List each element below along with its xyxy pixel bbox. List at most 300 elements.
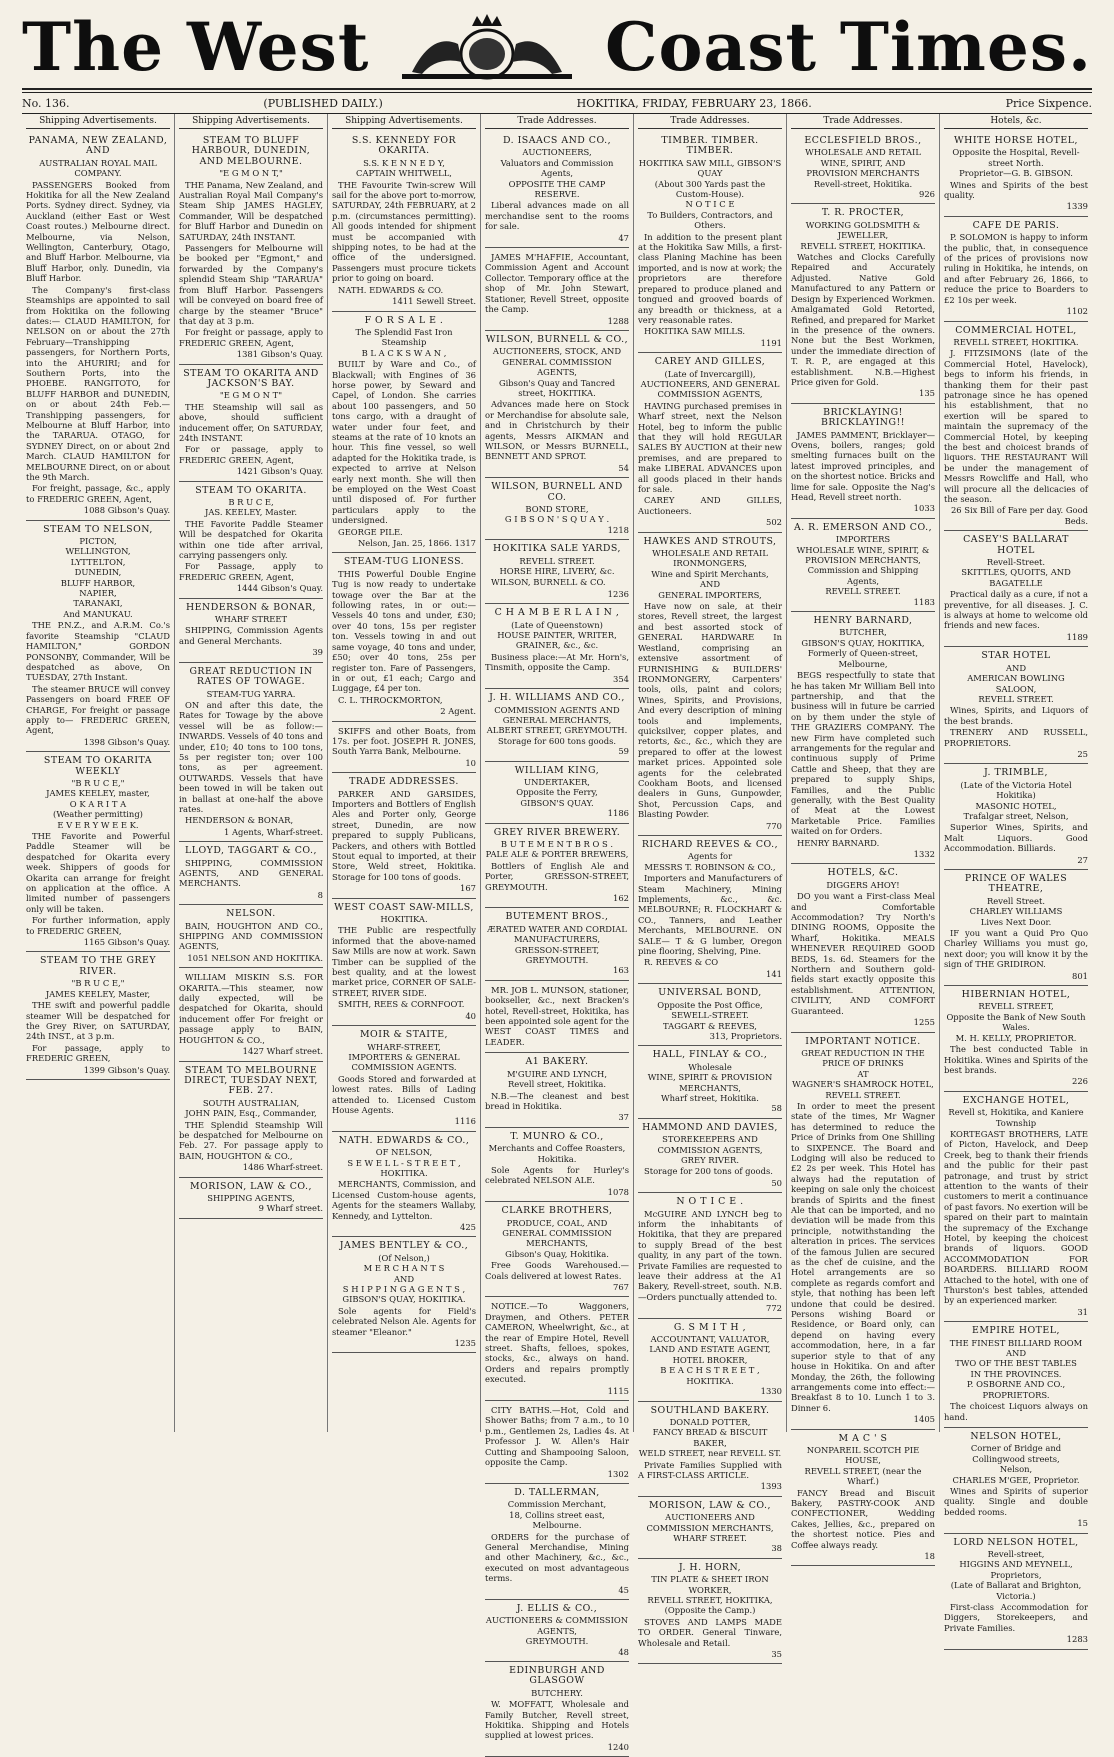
advertisement-line: (Late of Ballarat and Brighton, Victoria.) [950, 1580, 1082, 1601]
advertisement [179, 482, 323, 599]
advertisement [791, 204, 935, 403]
advertisement-footer: 1189 [1066, 631, 1088, 642]
advertisement-body: Bottlers of English Ale and Porter, GRESSON-STREET, GREYMOUTH. [485, 860, 629, 892]
advertisement-line: Proprietors, [990, 1569, 1042, 1580]
advertisement-body: JAMES PAMMENT, Bricklayer—Ovens, boilers, ranges; gold smelting furnaces built on the latest improved principles, and on the shortest notice. Bricks and lime for sale. Opposite the Nag's Head, Revell street north. [791, 429, 935, 502]
advertisement-body: MR. JOB L. MUNSON, stationer, bookseller, &c., next Bracken's hotel, Revell-street, Hokitika, has been appointed sole agent for the WEST COAST TIMES and LEADER. [485, 984, 629, 1047]
advertisement-heading: CAREY AND GILLES, [654, 356, 766, 368]
advertisement-line: JAS. KEELEY, Master. [204, 507, 298, 518]
advertisement-body: Business place:—At Mr. Horn's, Tinsmith, opposite the Camp. [485, 651, 629, 673]
advertisement-footer: 38 [771, 1543, 782, 1554]
advertisement-footer: 141 [766, 968, 782, 979]
advertisement-body: SKIFFS and other Boats, from 17s. per foot. JOSEPH R. JONES, South Yarra Bank, Melbourne. [332, 725, 476, 757]
advertisement [944, 764, 1088, 870]
advertisement-heading: WILSON, BURNELL AND CO. [491, 481, 623, 503]
advertisement-heading: MORISON, LAW & CO., [648, 1499, 772, 1511]
advertisement [26, 132, 170, 521]
advertisement-body: NOTICE.—To Waggoners, Draymen, and Others. PETER CAMERON, Wheelwright, &c., at the rear of Empire Hotel, Revell street. Shafts, felloes, spokes, stocks, &c., always on hand. Orders and repairs promptly executed. [485, 1301, 629, 1385]
advertisement-body: For freight, passage, &c., apply to FREDERIC GREEN, Agent, [26, 483, 170, 504]
advertisement-body: SHIPPING, Commission Agents and General Merchants. [179, 625, 323, 646]
advertisement-body: For freight or passage, apply to FREDERIC GREEN, Agent, [179, 327, 323, 348]
advertisement-line: REVELL STREET. [978, 693, 1054, 704]
advertisement-line: PROVISION MERCHANTS [806, 168, 920, 179]
advertisement-line: CHARLEY WILLIAMS [969, 906, 1063, 917]
column-heading: Shipping Advertisements. [179, 114, 323, 129]
advertisement-body: WILSON, BURNELL & CO. [491, 577, 606, 588]
column-5 [634, 114, 787, 1660]
advertisement-footer: 313, Proprietors. [709, 1030, 782, 1041]
advertisement-line: WINE, SPIRIT, AND [820, 157, 906, 168]
advertisement-body: Wines and Spirits of the best quality. [944, 179, 1088, 201]
advertisement-line: HIGGINS AND MEYNELL, [959, 1559, 1073, 1570]
advertisement-footer: 1332 [913, 849, 935, 859]
advertisement [179, 132, 323, 365]
advertisement-line: Gibson's Quay, Hokitika. [505, 1248, 609, 1259]
advertisement [638, 1193, 782, 1318]
advertisement [485, 540, 629, 604]
advertisement-line: B U T E M E N T B R O S . [500, 838, 614, 849]
advertisement-body: ORDERS for the purchase of General Merchandise, Mining and other Machinery, &c., &c., executed on most advantageous terms. [485, 1531, 629, 1584]
advertisement-body: Watches and Clocks Carefully Repaired and Accurately Adjusted. Native Gold Manufactured to any Pattern or Design by Experienced Workmen. Amalgamated Gold Retorted, Refined, and prepared for Market in the presence of the owners. None but the Best Workmen, under the immediate direction of T. R. P., are engaged at this establishment. N.B.—Highest Price given for Gold. [791, 252, 935, 387]
issue-price: Price Sixpence. [1005, 97, 1092, 110]
advertisement-body: C. L. THROCKMORTON, [338, 694, 443, 705]
advertisement-line: TARANAKI, [73, 598, 123, 609]
advertisement-body: Storage for 200 tons of goods. [644, 1166, 773, 1177]
advertisement-heading: GREY RIVER BREWERY. [493, 826, 621, 838]
advertisement-heading: S.S. KENNEDY FOR OKARITA. [351, 135, 457, 157]
advertisement-heading: NELSON HOTEL, [970, 1430, 1062, 1442]
advertisement-line: REVELL STREET, [978, 1001, 1054, 1012]
advertisement-footer: Nelson, Jan. 25, 1866. 1317 [357, 538, 476, 549]
advertisement-footer: 40 [465, 1010, 476, 1021]
advertisement [791, 404, 935, 519]
advertisement-line: REVELL STREET, (near the Wharf.) [804, 1465, 922, 1487]
advertisement-line: M'GUIRE AND LYNCH, [506, 1068, 608, 1079]
advertisement-line: WINE, SPIRIT & PROVISION MERCHANTS, [647, 1072, 773, 1093]
advertisement-line: GREYMOUTH. [525, 1636, 589, 1647]
advertisement [791, 864, 935, 1032]
advertisement-line: PALE ALE & PORTER BREWERS, [485, 849, 629, 860]
advertisement-line: (Late of Invercargill), [664, 368, 756, 379]
advertisement-heading: HOTELS, &C. [827, 867, 899, 879]
advertisement-body: Importers and Manufacturers of Steam Machinery, Mining Implements, &c., &c. MELBOURNE; R. FLOCKHART & CO., Tanners, and Leather Merchants, MELBOURNE. ON SALE— T & G lumber, Oregon pine flooring, Shelving, Pine. [638, 873, 782, 957]
advertisement-footer: 162 [613, 893, 629, 903]
advertisement-line: Wharf street, Hokitika. [661, 1092, 759, 1103]
advertisement [485, 1484, 629, 1600]
advertisement-heading: LLOYD, TAGGART & CO., [185, 845, 317, 857]
advertisement [179, 968, 323, 1061]
advertisement-line: Commission Merchant, [507, 1499, 607, 1510]
advertisement [485, 1202, 629, 1297]
advertisement [638, 984, 782, 1046]
masthead-word-1: The [22, 8, 165, 86]
advertisement-footer: 1116 [454, 1116, 476, 1127]
advertisement [485, 604, 629, 689]
advertisement-footer: 35 [771, 1649, 782, 1660]
advertisement-heading: F O R S A L E . [364, 314, 444, 326]
advertisement-line: REVELL STREET. [519, 555, 595, 566]
advertisement-line: WAGNER'S SHAMROCK HOTEL, [792, 1079, 934, 1090]
advertisement-footer: 1191 [760, 337, 782, 348]
advertisement [485, 1600, 629, 1662]
advertisement-heading: STEAM TO THE GREY RIVER. [39, 955, 157, 977]
advertisement-line: GIBSON'S QUAY, HOKITIKA. [342, 1294, 466, 1305]
advertisement-body: NATH. EDWARDS & CO. [338, 284, 444, 295]
advertisement-line: REVELL STREET. [825, 1089, 901, 1100]
advertisement-footer: 59 [618, 746, 629, 757]
advertisement-body: SMITH, REES & CORNFOOT. [338, 999, 465, 1010]
advertisement-body: THIS Powerful Double Engine Tug is now ready to undertake towage over the Bar at the following rates, in or out:— Vessels 40 tons and under, £30; over 40 tons, 15s per register ton. Vessels towing in and out same voyage, 40 tons and under, £50; over 40 tons, 25s per register ton. Fare of Passengers, in or out, £1 each; Cargo and Luggage, £4 per ton. [332, 568, 476, 694]
advertisement-line: E V E R Y W E E K. [57, 819, 139, 830]
advertisement-heading: UNIVERSAL BOND, [658, 987, 762, 999]
advertisement-footer: 226 [1072, 1076, 1088, 1087]
advertisement-line: Proprietor—G. B. GIBSON. [959, 168, 1073, 179]
masthead-word-4: Times. [839, 8, 1092, 86]
advertisement-heading: STAR HOTEL [981, 650, 1051, 662]
advertisement [332, 553, 476, 721]
advertisement-heading: STEAM TO MELBOURNE DIRECT, TUESDAY NEXT, FEB. 27. [184, 1064, 318, 1097]
advertisement-body: For Passage, apply to FREDERIC GREEN, Agent, [179, 561, 323, 582]
advertisement-line: NONPAREIL SCOTCH PIE HOUSE, [806, 1444, 920, 1466]
advertisement-footer: 801 [1072, 970, 1088, 981]
advertisement-heading: WILSON, BURNELL & CO., [485, 333, 629, 345]
advertisement-footer: 10 [465, 757, 476, 768]
advertisement-footer: 167 [460, 883, 476, 894]
advertisement-line: JOHN PAIN, Esq., Commander, [185, 1108, 317, 1119]
advertisement [485, 1401, 629, 1484]
advertisement-footer: 1421 Gibson's Quay. [236, 466, 323, 477]
advertisement-heading: HENDERSON & BONAR, [185, 601, 317, 613]
advertisement-footer: 15 [1077, 1518, 1088, 1529]
advertisement-body: PASSENGERS Booked from Hokitika for all the New Zealand Ports. Sydney direct. Sydney, via Auckland (either East or West Coast routes.) Melbourne direct. Melbourne, via Nelson, Wellington, Canterbury, Otago, and Bluff Harbor. Melbourne, via Bluff Harbor, only. Dunedin, via Bluff Harbor. [26, 179, 170, 284]
advertisement-line: REVELL STREET, HOKITIKA. [953, 336, 1079, 347]
advertisement [944, 647, 1088, 764]
advertisement-body: IF you want a Quid Pro Quo Charley Williams you must go, next door; you will know it by the sign of THE GRIDIRON. [944, 928, 1088, 970]
advertisement-line: WHARF STREET. [673, 1532, 747, 1543]
advertisement-line: WELD STREET, near REVELL ST. [638, 1448, 782, 1459]
advertisement-line: SHIPPING AGENTS, [207, 1192, 295, 1203]
advertisement-heading: WEST COAST SAW-MILLS, [334, 901, 474, 913]
advertisement-footer: 39 [312, 647, 323, 658]
advertisement-body: The Company's first-class Steamships are appointed to sail from Hokitika on the following dates:— CLAUD HAMILTON, for NELSON on or about the 27th February—Transhipping passengers, for Northern Ports, into the AHURIRI; and for Southern Ports, into the PHOEBE. RANGITOTO, for BLUFF HARBOR and DUNEDIN, on or about 24th Feb.—Transhipping passengers, for Melbourne at Bluff Harbor, into the TARARUA. OTAGO, for SYDNEY Direct, on or about 2nd March. CLAUD HAMILTON for MELBOURNE Direct, on or about the 9th March. [26, 284, 170, 482]
advertisement [638, 1119, 782, 1193]
advertisement-heading: BRICKLAYING! BRICKLAYING!! [820, 406, 906, 429]
advertisement-body: Wines and Spirits of superior quality. Single and double bedded rooms. [944, 1485, 1088, 1517]
advertisement [791, 1033, 935, 1430]
advertisement [791, 1430, 935, 1567]
advertisement-body: Passengers for Melbourne will be booked per "Egmont," and forwarded by the Company's splendid Steam Ship "TARARUA" from Bluff Harbor. Passengers will be conveyed on board free of charge by the steamer "Bruce" that day at 3 p.m. [179, 243, 323, 326]
advertisement-line: WHARF STREET [214, 614, 288, 625]
column-heading: Trade Addresses. [485, 114, 629, 129]
advertisement-line: DONALD POTTER, [669, 1416, 751, 1427]
advertisement-line: AUCTIONEERS, AND GENERAL COMMISSION AGENTS, [640, 378, 780, 400]
advertisement-heading: LORD NELSON HOTEL, [953, 1536, 1079, 1548]
advertisement-line: (Weather permitting) [53, 809, 143, 820]
advertisement-line: AUSTRALIAN ROYAL MAIL [39, 157, 157, 168]
advertisement-heading: BUTEMENT BROS., [505, 911, 609, 923]
advertisement-line: HOKITIKA. [686, 1375, 734, 1386]
advertisement [791, 132, 935, 204]
advertisement-line: M. H. KELLY, PROPRIETOR. [955, 1032, 1077, 1043]
advertisement-body: HOKITIKA SAW MILLS. [644, 326, 746, 337]
advertisement-line: WORKING GOLDSMITH & JEWELLER, [805, 219, 921, 241]
advertisement-line: (Late of the Victoria Hotel Hokitika) [960, 779, 1072, 801]
advertisement-line: Hokitika. [537, 1153, 577, 1164]
advertisement-body: N.B.—The cleanest and best bread in Hokitika. [485, 1090, 629, 1111]
advertisement-footer: 1 Agents, Wharf-street. [224, 826, 323, 837]
advertisement-footer: 163 [613, 965, 629, 976]
advertisement-line: AND [393, 1273, 415, 1284]
advertisement-heading: ECCLESFIELD BROS., [804, 135, 922, 146]
advertisement [485, 1128, 629, 1202]
advertisement-heading: J. TRIMBLE, [983, 767, 1049, 779]
advertisement-line: PRODUCE, COAL, AND GENERAL COMMISSION MERCHANTS, [502, 1217, 612, 1249]
advertisement-line: AND [1005, 662, 1027, 673]
advertisement-heading: D. TALLERMAN, [514, 1486, 600, 1498]
advertisement-heading: TRADE ADDRESSES. [349, 776, 459, 788]
advertisement-line: WELLINGTON, [65, 546, 131, 557]
advertisement [638, 1559, 782, 1665]
advertisement-line: BAGATELLE [989, 577, 1043, 588]
advertisement-line: IMPORTERS [835, 534, 891, 545]
advertisement-heading: J. ELLIS & CO., [516, 1602, 598, 1614]
advertisement-footer: 1405 [913, 1414, 935, 1425]
advertisement [791, 612, 935, 864]
advertisement-line: HOKITIKA. [380, 1167, 428, 1178]
advertisement-line: Revell-Street. [986, 557, 1046, 568]
advertisement-footer: 1051 NELSON AND HOKITIKA. [187, 952, 323, 963]
advertisement-body: The best conducted Table in Hokitika. Wines and Spirits of the best brands. [944, 1044, 1088, 1075]
advertisement-line: GENERAL IMPORTERS, [658, 589, 762, 600]
advertisement-line: M E R C H A N T S [363, 1263, 445, 1274]
advertisement-body: For or passage, apply to FREDERIC GREEN, Agent, [179, 444, 323, 465]
advertisement-line: GIBSON'S QUAY, HOKITIKA, [801, 637, 925, 648]
advertisement-line: SKITTLES, QUOITS, AND [961, 567, 1071, 578]
advertisement-line: COMMISSION AGENTS AND GENERAL MERCHANTS, [494, 704, 620, 725]
advertisement-line: BUTCHERY. [531, 1687, 583, 1698]
advertisement [944, 1092, 1088, 1323]
advertisement-heading: STEAM TO BLUFF HARBOUR, DUNEDIN, AND MELBOURNE. [191, 135, 311, 167]
advertisement-line: FANCY BREAD & BISCUIT BAKER, [652, 1427, 768, 1448]
advertisement-line: HOUSE PAINTER, WRITER, GRAINER, &c., &c. [497, 630, 617, 651]
advertisement-line: DIGGERS AHOY! [826, 879, 900, 890]
advertisement-heading: WILLIAM KING, [514, 764, 600, 776]
advertisement-body: BAIN, HOUGHTON AND CO., SHIPPING AND COMMISSION AGENTS, [179, 920, 323, 952]
advertisement-line: Nelson, [999, 1464, 1033, 1475]
advertisement [179, 365, 323, 482]
advertisement-line: GREY RIVER. [680, 1154, 740, 1165]
advertisement-line: TWO OF THE BEST TABLES [955, 1358, 1077, 1369]
advertisement-body: First-class Accommodation for Diggers, Storekeepers, and Private Families. [944, 1602, 1088, 1633]
advertisement-line: S E W E L L - S T R E E T , [347, 1157, 461, 1168]
advertisement [638, 1319, 782, 1402]
advertisement-line: "E G M O N T" [219, 390, 283, 401]
advertisement-line: STOREKEEPERS AND COMMISSION AGENTS, [657, 1134, 763, 1155]
advertisement-line: OF NELSON, [375, 1147, 433, 1158]
advertisement-columns [22, 114, 1092, 1752]
advertisement [485, 331, 629, 478]
advertisement-line: AT [857, 1068, 869, 1079]
advertisement-heading: C H A M B E R L A I N , [494, 607, 620, 619]
advertisement-heading: HALL, FINLAY & CO., [652, 1049, 768, 1061]
advertisement-line: Lives Next Door. [980, 916, 1052, 927]
advertisement-heading: A1 BAKERY. [525, 1056, 589, 1068]
advertisement-line: S H I P P I N G A G E N T S , [342, 1284, 466, 1295]
royal-crest-icon [392, 12, 582, 82]
advertisement [638, 533, 782, 836]
advertisement [485, 478, 629, 540]
advertisement-heading: HENRY BARNARD, [813, 615, 913, 627]
advertisement-line: (About 300 Yards past the Custom-House). [654, 178, 766, 200]
advertisement-footer: 1393 [760, 1481, 782, 1492]
advertisement-heading: SOUTHLAND BAKERY. [650, 1404, 770, 1416]
advertisement-footer: 1088 Gibson's Quay. [83, 505, 170, 516]
advertisement-line: Revell-street, Hokitika. [813, 178, 913, 189]
masthead-word-2: West [186, 8, 370, 86]
advertisement-line: OPPOSITE THE CAMP RESERVE. [508, 178, 606, 200]
advertisement-line: CHARLES M'GEE, Proprietor. [952, 1474, 1080, 1485]
advertisement-line: AND [699, 579, 721, 590]
advertisement [179, 1178, 323, 1219]
advertisement-footer: 1288 [607, 315, 629, 326]
advertisement-body: Sole agents for Field's celebrated Nelson Ale. Agents for steamer "Eleanor." [332, 1305, 476, 1337]
advertisement [332, 1026, 476, 1132]
advertisement-body: The steamer BRUCE will convey Passengers on board FREE OF CHARGE, For freight or passage apply to— FREDERIC GREEN, Agent, [26, 683, 170, 736]
masthead [22, 0, 1092, 86]
advertisement [179, 663, 323, 843]
advertisement [944, 1534, 1088, 1650]
advertisement-footer: 1240 [607, 1741, 629, 1752]
advertisement [638, 353, 782, 533]
advertisement-heading: STEAM-TUG LIONESS. [343, 556, 465, 568]
advertisement-heading: MORISON, LAW & CO., [189, 1180, 313, 1192]
advertisement-heading: HAWKES AND STROUTS, [643, 535, 777, 547]
advertisement [638, 1497, 782, 1559]
column-2 [175, 114, 328, 1432]
advertisement-line: Trafalgar street, Nelson, [963, 810, 1069, 821]
advertisement-heading: M A C ' S [838, 1432, 888, 1444]
advertisement [944, 986, 1088, 1092]
advertisement-line: Revell-street, [987, 1548, 1045, 1559]
advertisement-footer: 1183 [913, 596, 935, 607]
advertisement-line: SEWELL-STREET. [671, 1010, 749, 1021]
advertisement-body: P. SOLOMON is happy to inform the public, that, in consequence of the prices of provisions now ruling in Hokitika, he intends, on and after February 26, 1866, to reduce the price to Boarders to £2 10s per week. [944, 232, 1088, 305]
advertisement-body: WILLIAM MISKIN S.S. FOR OKARITA.—This steamer, now daily expected, will be despatched for Okarita, should inducement offer For freight or passage apply to BAIN, HOUGHTON & CO., [179, 972, 323, 1045]
advertisement-line: Revell st, Hokitika, and Kaniere Township [948, 1107, 1084, 1128]
advertisement-heading: CAFE DE PARIS. [972, 219, 1060, 231]
advertisement-heading: HOKITIKA SALE YARDS, [492, 543, 621, 555]
column-heading: Trade Addresses. [791, 114, 935, 129]
advertisement [485, 1297, 629, 1401]
advertisement-footer: 1283 [1066, 1634, 1088, 1645]
advertisement-line: 18, Collins street east, Melbourne. [509, 1509, 605, 1531]
advertisement-heading: EMPIRE HOTEL, [971, 1325, 1060, 1337]
advertisement [485, 132, 629, 248]
advertisement-heading: D. ISAACS AND CO., [502, 135, 612, 146]
advertisement [944, 1322, 1088, 1428]
advertisement-body: THE Favorite and Powerful Paddle Steamer will be despatched for Okarita every week. Shippers of goods for Okarita can arrange for freight on application at the office. A limited number of passengers only will be taken. [26, 831, 170, 914]
advertisement-footer: 1411 Sewell Street. [392, 296, 476, 307]
advertisement [332, 312, 476, 554]
advertisement-body: HENRY BARNARD. [797, 837, 880, 848]
column-3 [328, 114, 481, 1432]
advertisement-footer: 354 [613, 673, 629, 684]
advertisement-footer: 37 [618, 1112, 629, 1123]
advertisement-footer: 1486 Wharf-street. [242, 1162, 323, 1173]
advertisement-heading: STEAM TO OKARITA AND JACKSON'S BAY. [183, 367, 319, 389]
advertisement-heading: T. MUNRO & CO., [510, 1130, 604, 1142]
advertisement-heading: RICHARD REEVES & CO., [641, 839, 779, 850]
column-heading: Shipping Advertisements. [332, 114, 476, 129]
advertisement-line: REVELL STREET, HOKITIKA, [647, 1595, 773, 1605]
advertisement-line: Valuators and Commission Agents, [500, 157, 614, 179]
advertisement-body: The choicest Liquors always on hand. [944, 1401, 1088, 1422]
advertisement-line: NAPIER, [79, 588, 117, 599]
advertisement-heading: TIMBER. TIMBER. TIMBER. [661, 135, 759, 157]
advertisement-footer: 2 Agent. [440, 706, 476, 717]
advertisement-footer: 767 [613, 1282, 629, 1292]
advertisement-heading: J. H. WILLIAMS AND CO., [489, 692, 625, 704]
advertisement-footer: 1381 Gibson's Quay. [236, 349, 323, 360]
advertisement-line: BUTCHER, [839, 627, 887, 638]
advertisement-line: CAPTAIN WHITWELL, [356, 168, 452, 179]
advertisement-body: Have now on sale, at their stores, Revell street, the largest and best assorted stock of GENERAL HARDWARE In Westland, comprising an extensive assortment of FURNISHING & BUILDERS' IRONMONGERY, Carpenters' tools, oils, paint and colors; Wines, Spirits, and Provisions, And every description of mining tools and implements, quicksilver, copper plates, and retorts, &c., &c., which they are prepared to offer at the lowest market prices. Appointed sole agents for the celebrated Cookham Boots, and licensed dealers in Guns, Gunpowder, Shot, Percussion Caps, and Blasting Powder. [638, 601, 782, 820]
advertisement-body: R. REEVES & CO [644, 957, 719, 968]
advertisement-line: MASONIC HOTEL, [975, 800, 1057, 811]
advertisement-body: Wines, Spirits, and Liquors of the best brands. [944, 705, 1088, 726]
advertisement-body: THE P.N.Z., and A.R.M. Co.'s favorite Steamship "CLAUD HAMILTON," GORDON PONSONBY, Commander, Will be despatched as above, On TUESDAY, 27th Instant. [26, 620, 170, 683]
advertisement [26, 952, 170, 1079]
advertisement-footer: 1165 Gibson's Quay. [83, 937, 170, 948]
advertisement-heading: STEAM TO OKARITA WEEKLY [43, 755, 153, 777]
advertisement-footer: 1115 [607, 1385, 629, 1396]
advertisement-line: Opposite the Bank of New South Wales. [946, 1011, 1086, 1033]
advertisement-line: PRICE OF DRINKS [822, 1058, 904, 1069]
advertisement-body: THE Splendid Steamship Will be despatched for Melbourne on Feb. 27. For passage apply to BAIN, HOUGHTON & CO., [179, 1119, 323, 1161]
advertisement [944, 1428, 1088, 1534]
advertisement [944, 322, 1088, 532]
advertisement-line: BOND STORE, [525, 504, 589, 514]
advertisement-line: Opposite the Post Office, [657, 999, 763, 1010]
advertisement-line: To Builders, Contractors, and Others. [647, 209, 773, 231]
advertisement-body: BUILT by Ware and Co., of Blackwall; with Engines of 36 horse power, by Seward and Capel, of London. She carries about 100 passengers, and 50 tons cargo, with a draught of water under four feet, and steams at the rate of 10 knots an hour. This fine vessel, so well adapted for the Hokitika trade, is expected to arrive at Nelson early next month. She will then be employed on the West Coast until disposed of. For further particulars apply to the undersigned. [332, 359, 476, 526]
advertisement-heading: HAMMOND AND DAVIES, [642, 1121, 778, 1133]
advertisement-line: Commission and Shipping Agents, [807, 565, 919, 586]
advertisement-body: HENDERSON & BONAR, [185, 815, 294, 826]
advertisement-line: And MANUKAU. [63, 608, 133, 619]
advertisement-line: GREAT REDUCTION IN THE [801, 1047, 925, 1058]
advertisement-line: SALOON, [995, 683, 1037, 694]
advertisement-heading: EDINBURGH AND GLASGOW [509, 1665, 605, 1687]
advertisement-heading: G. S M I T H , [673, 1321, 747, 1333]
advertisement-line: "B R U C E," [71, 777, 125, 788]
advertisement-heading: STEAM TO NELSON, [43, 523, 153, 535]
advertisement [791, 519, 935, 612]
advertisement-footer: 1078 [607, 1186, 629, 1197]
advertisement-line: "B R U C E," [71, 978, 125, 989]
advertisement-footer: 425 [460, 1222, 476, 1232]
advertisement [179, 599, 323, 663]
advertisement [485, 1662, 629, 1757]
advertisement-line: AMERICAN BOWLING [967, 673, 1065, 684]
advertisement-line: ÆRATED WATER AND CORDIAL MANUFACTURERS, [487, 923, 627, 945]
advertisement [485, 981, 629, 1053]
advertisement-footer: 9 Wharf street. [258, 1203, 323, 1214]
advertisement-footer: 502 [766, 517, 782, 528]
advertisement-line: HORSE HIRE, LIVERY, &c. [499, 566, 615, 577]
advertisement-footer: 135 [919, 388, 935, 399]
advertisement-body: W. MOFFATT, Wholesale and Family Butcher, Revell street, Hokitika. Shipping and Hotels supplied at lowest prices. [485, 1699, 629, 1741]
